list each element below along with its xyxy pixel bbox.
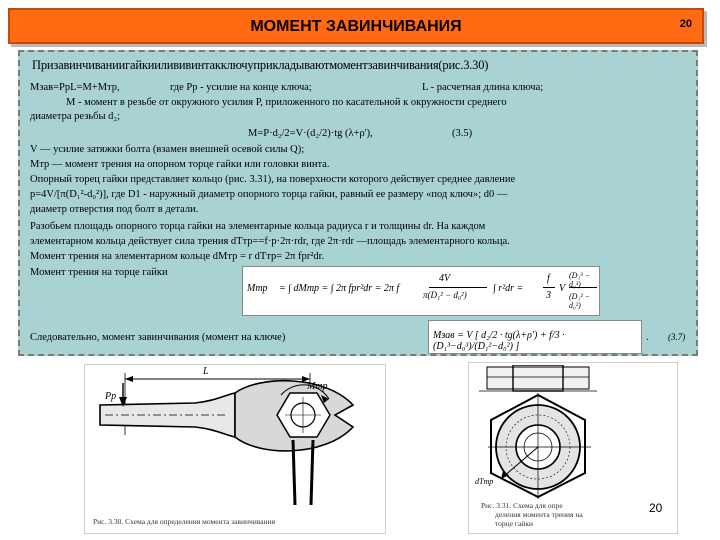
def-d0: диаметр отверстия под болт в детали.	[30, 204, 199, 215]
label-l: L	[203, 366, 209, 377]
text-conclusion: Следовательно, момент завинчивания (момент на ключе)	[30, 332, 286, 343]
dimension-arrow-left	[125, 376, 133, 382]
text-ring-moment: Момент трения на элементарном кольце dМтр = r dTтр= 2π fpr²dr.	[30, 251, 325, 262]
formula-pressure: р=4V/[π(D₁²-d₀²)], где D1 - наружный диаметр опорного торца гайки, равный ее размеру «под ключ»; d0 —	[30, 189, 508, 200]
def-m-cont: диаметра резьбы d₂;	[30, 111, 121, 122]
def-m: М - момент в резьбе от окружного усилия Р, приложенного по касательной к окружности среднего	[66, 97, 507, 108]
formula-3-7	[428, 320, 642, 354]
formula-3-7-text: Mзав = V [ d₂/2 · tg(λ+ρ') + f/3 · (D₁³−d₀³)/(D₁²−d₀²) ]	[433, 330, 565, 352]
label-pp: Pp	[105, 391, 117, 402]
formula-mzav: Мзав=РрL=М+Мтр,	[30, 82, 120, 93]
figure-3-31-caption-1: Рис. 3.31. Схема для опре	[481, 501, 563, 510]
content-panel	[18, 50, 698, 356]
figure-3-31-caption-3: торце гайки	[495, 519, 533, 528]
integral-frac-den: π(D₁² − d₀²)	[423, 290, 467, 300]
integral-frac-bar	[429, 287, 487, 288]
label-dttr: dTтр	[475, 477, 494, 486]
def-v: V — усилие затяжки болта (взамен внешней осевой силы Q);	[30, 144, 305, 155]
integral-part2: ∫ r²dr =	[493, 283, 524, 294]
formula-3-5-number: (3.5)	[452, 128, 473, 139]
integral-ratio-bar	[569, 287, 597, 288]
text-rings: Разобьем площадь опорного торца гайки на элементарные кольца радиуса r и толщины dr. На каждом	[30, 221, 486, 232]
integral-result-bar	[543, 287, 555, 288]
title-bar	[8, 8, 704, 44]
conclusion-period: .	[646, 332, 649, 343]
formula-3-5: М=Р·d₂/2=V·(d₂/2)·tg (λ+ρ'),	[248, 128, 373, 139]
integral-lhs: Mтр	[247, 283, 268, 294]
text-nut-face: Опорный торец гайки представляет кольцо (рис. 3.31), на поверхности которого действует среднее давление	[30, 174, 516, 185]
integral-ratio-num: (D₁³ − d₀³)	[569, 271, 591, 289]
def-l: L - расчетная длина ключа;	[422, 82, 544, 93]
wrench-drawing	[85, 365, 385, 515]
label-mtr: Mтр	[307, 381, 328, 392]
integral-ratio-den: (D₁² − d₀²)	[569, 292, 591, 310]
def-mtr: Мтр — момент трения на опорном торце гайки или головки винта.	[30, 159, 330, 170]
figure-3-30	[84, 364, 386, 534]
slide-number: 20	[679, 18, 692, 30]
integral-frac-num: 4V	[439, 273, 451, 284]
figure-3-31-caption-2: деления момента трения на	[495, 510, 583, 519]
formula-3-7-number: (3.7)	[668, 332, 686, 342]
page-number: 20	[649, 501, 663, 515]
integral-v: V	[559, 283, 566, 294]
integral-result-num: f	[547, 273, 550, 284]
page-title: МОМЕНТ ЗАВИНЧИВАНИЯ	[250, 18, 462, 35]
integral-formula	[242, 266, 600, 316]
integral-result-den: 3	[546, 290, 551, 301]
text-face-moment: Момент трения на торце гайки	[30, 267, 168, 278]
def-pp: где Рр - усилие на конце ключа;	[170, 82, 312, 93]
intro-line: Призавинчиваниигайкиилививинтакключуприкладываютмоментзавинчивания(рис.3.30)	[32, 58, 489, 72]
text-friction-force: элементарном кольца действует сила трения dTтр==f·p·2π·rdr, где 2π·rdr —площадь элементарного кольца.	[30, 236, 510, 247]
figure-3-30-caption: Рис. 3.30. Схема для определения момента завинчивания	[93, 517, 276, 526]
integral-part1: = ∫ dMтр = ∫ 2π fpr²dr = 2π f	[279, 283, 400, 294]
figure-3-31	[468, 362, 678, 534]
